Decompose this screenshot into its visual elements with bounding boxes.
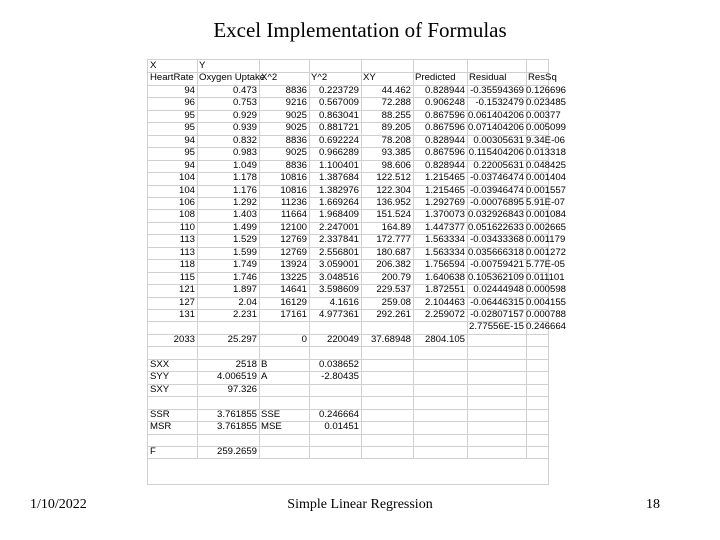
table-cell[interactable] (526, 384, 548, 396)
table-cell[interactable] (309, 60, 361, 72)
table-cell[interactable] (361, 359, 413, 371)
table-cell[interactable]: Oxygen Uptake (199, 72, 266, 84)
table-cell[interactable] (309, 346, 361, 358)
table-cell[interactable] (526, 409, 548, 421)
table-cell[interactable]: 0.011101 (526, 271, 565, 283)
table-cell[interactable]: 0.001272 (526, 246, 567, 258)
table-cell[interactable]: 0.005099 (526, 122, 567, 134)
table-cell[interactable] (259, 434, 309, 446)
table-cell[interactable] (259, 446, 309, 458)
table-cell[interactable]: F (150, 445, 156, 457)
table-cell[interactable]: 0.105362109 (467, 271, 524, 283)
table-cell[interactable]: XY (363, 72, 376, 84)
table-cell[interactable]: -0.35594369 (470, 84, 524, 96)
table-cell[interactable] (197, 396, 259, 408)
table-cell[interactable]: 0.567009 (318, 97, 359, 109)
table-cell[interactable]: 9025 (285, 109, 307, 121)
table-cell[interactable]: SXY (150, 383, 170, 395)
table-cell[interactable]: 0.038652 (318, 358, 359, 370)
table-cell[interactable]: Predicted (415, 72, 456, 84)
table-cell[interactable] (526, 421, 548, 433)
table-cell[interactable]: 96 (184, 97, 195, 109)
table-cell[interactable]: 164.89 (381, 221, 411, 233)
table-cell[interactable]: 1.292769 (424, 196, 465, 208)
table-cell[interactable]: 44.462 (381, 84, 411, 96)
table-cell[interactable]: 12769 (280, 234, 307, 246)
table-cell[interactable]: 259.08 (381, 296, 411, 308)
table-cell[interactable]: 0.939 (232, 122, 257, 134)
table-cell[interactable]: 151.524 (376, 209, 411, 221)
table-cell[interactable]: 10816 (280, 172, 307, 184)
table-cell[interactable]: 0.867596 (424, 147, 465, 159)
table-cell[interactable] (413, 409, 467, 421)
table-cell[interactable]: 1.499 (232, 221, 257, 233)
table-cell[interactable]: 2.556801 (318, 246, 359, 258)
table-cell[interactable] (197, 346, 259, 358)
table-cell[interactable] (526, 346, 548, 358)
table-cell[interactable] (148, 396, 197, 408)
table-cell[interactable]: 292.261 (376, 309, 411, 320)
table-cell[interactable]: 10816 (280, 184, 307, 196)
table-cell[interactable]: 104 (178, 184, 195, 196)
slide-page-number: 18 (646, 497, 660, 512)
slide-footer: Simple Linear Regression (287, 497, 433, 512)
table-cell[interactable]: ResSq (528, 72, 557, 84)
table-cell[interactable]: 97.326 (227, 383, 257, 395)
table-cell[interactable]: 1.640638 (424, 271, 465, 283)
table-cell[interactable]: 118 (179, 259, 195, 271)
table-cell[interactable]: SSR (150, 408, 170, 420)
table-cell[interactable] (413, 359, 467, 371)
table-cell[interactable]: 94 (184, 159, 195, 171)
table-cell[interactable]: 113 (179, 246, 195, 258)
table-cell[interactable]: 2.04 (238, 296, 257, 308)
table-cell[interactable]: 200.79 (381, 271, 411, 283)
table-cell[interactable] (526, 396, 548, 408)
table-cell[interactable]: 122.512 (376, 172, 411, 184)
table-cell[interactable]: 12100 (280, 221, 307, 233)
table-cell[interactable] (361, 60, 413, 72)
table-cell[interactable] (413, 371, 467, 383)
table-cell[interactable] (148, 434, 197, 446)
table-cell[interactable]: 115 (179, 271, 195, 283)
table-cell[interactable]: 1.100401 (318, 159, 359, 171)
table-cell[interactable] (467, 60, 526, 72)
table-cell[interactable] (259, 346, 309, 358)
table-cell[interactable]: 0.828944 (424, 84, 465, 96)
table-cell[interactable]: 1.599 (232, 246, 257, 258)
table-cell[interactable]: 0.000598 (526, 284, 567, 296)
table-cell[interactable]: 94 (184, 134, 195, 146)
table-cell[interactable]: 113 (179, 234, 195, 246)
table-cell[interactable]: 0.126696 (526, 84, 567, 96)
table-cell[interactable]: 13225 (280, 271, 307, 283)
table-cell[interactable] (467, 421, 526, 433)
table-cell[interactable]: -0.1532479 (475, 97, 524, 109)
table-cell[interactable]: MSR (150, 421, 172, 433)
table-cell[interactable]: -0.00759421 (470, 259, 524, 271)
slide-date: 1/10/2022 (30, 497, 87, 512)
table-cell[interactable]: -0.03946474 (470, 184, 524, 196)
table-cell[interactable]: 3.761855 (216, 421, 257, 433)
table-cell[interactable] (413, 346, 467, 358)
table-cell[interactable]: 37.68948 (370, 333, 411, 345)
table-cell[interactable]: 78.208 (381, 134, 411, 146)
table-cell[interactable]: 16129 (280, 296, 307, 308)
spreadsheet (147, 59, 567, 485)
table-cell[interactable] (467, 384, 526, 396)
table-cell[interactable]: 93.385 (381, 147, 411, 159)
table-cell[interactable]: 0.061404206 (467, 109, 524, 121)
table-cell[interactable]: 0.906248 (424, 97, 465, 109)
table-cell[interactable]: 95 (184, 147, 195, 159)
table-cell[interactable]: 136.952 (376, 196, 411, 208)
table-cell[interactable]: 2.247001 (318, 221, 359, 233)
table-cell[interactable]: 229.537 (376, 284, 411, 296)
table-cell[interactable]: 1.049 (232, 159, 257, 171)
table-cell[interactable]: 1.563334 (424, 246, 465, 258)
table-cell[interactable]: 8836 (285, 134, 307, 146)
table-cell[interactable]: 0.983 (232, 147, 257, 159)
table-cell[interactable] (361, 434, 413, 446)
table-cell[interactable]: 0.223729 (318, 84, 359, 96)
table-cell[interactable]: 8836 (285, 159, 307, 171)
table-cell[interactable]: 172.777 (376, 234, 411, 246)
table-cell[interactable]: 1.756594 (424, 259, 465, 271)
table-cell[interactable]: 0.867596 (424, 122, 465, 134)
table-cell[interactable]: 1.669264 (318, 196, 359, 208)
table-cell[interactable] (259, 60, 309, 72)
table-cell[interactable] (526, 359, 548, 371)
table-cell[interactable]: 0.001557 (526, 184, 567, 196)
table-cell[interactable]: 5.91E-07 (526, 196, 565, 208)
table-cell[interactable]: -2.80435 (321, 371, 359, 383)
table-cell[interactable]: 5.77E-05 (526, 259, 565, 271)
table-cell[interactable]: 4.1616 (329, 296, 359, 308)
table-cell[interactable]: X^2 (261, 72, 278, 84)
table-cell[interactable]: B (261, 358, 268, 370)
table-cell[interactable]: Y (199, 60, 206, 71)
table-cell[interactable]: 17161 (280, 309, 307, 320)
table-cell[interactable] (413, 446, 467, 458)
table-cell[interactable]: 259.2659 (216, 445, 257, 457)
table-cell[interactable] (361, 446, 413, 458)
table-cell[interactable]: 110 (179, 221, 195, 233)
table-cell[interactable] (526, 434, 548, 446)
table-cell[interactable]: 220049 (326, 333, 359, 345)
table-cell[interactable] (148, 321, 197, 333)
table-cell[interactable]: 8836 (285, 84, 307, 96)
table-cell[interactable]: 0.051622633 (467, 221, 524, 233)
table-cell[interactable]: 13924 (280, 259, 307, 271)
table-cell[interactable]: 98.606 (381, 159, 411, 171)
table-cell[interactable]: Y^2 (311, 72, 328, 84)
table-cell[interactable]: 0.753 (232, 97, 257, 109)
table-cell[interactable]: 0.828944 (424, 159, 465, 171)
table-cell[interactable]: 0.001404 (526, 172, 567, 184)
table-cell[interactable]: HeartRate (150, 72, 194, 84)
table-cell[interactable]: 88.255 (381, 109, 411, 121)
table-cell[interactable]: -0.03433368 (470, 234, 524, 246)
table-cell[interactable]: -0.00076895 (470, 196, 524, 208)
table-cell[interactable]: 127 (178, 296, 195, 308)
table-cell[interactable] (467, 434, 526, 446)
table-cell[interactable]: 1.176 (232, 184, 257, 196)
table-cell[interactable]: 0.832 (232, 134, 257, 146)
table-cell[interactable]: 2.337841 (318, 234, 359, 246)
table-cell[interactable]: -0.02807157 (470, 309, 524, 320)
table-cell[interactable]: 131 (178, 309, 195, 320)
table-cell[interactable] (361, 371, 413, 383)
table-cell[interactable]: 72.288 (381, 97, 411, 109)
table-cell[interactable]: 180.687 (376, 246, 411, 258)
table-cell[interactable] (197, 434, 259, 446)
table-cell[interactable]: 9025 (285, 147, 307, 159)
table-cell[interactable] (526, 371, 548, 383)
table-cell[interactable]: 2804.105 (424, 333, 465, 345)
table-cell[interactable] (361, 409, 413, 421)
table-cell[interactable]: -0.06446315 (470, 296, 524, 308)
table-cell[interactable]: 2033 (173, 333, 195, 345)
table-cell[interactable]: 1.178 (232, 172, 257, 184)
table-cell[interactable]: 0.246664 (318, 408, 359, 420)
table-cell[interactable]: 0.004155 (526, 296, 567, 308)
table-cell[interactable]: 121 (178, 284, 195, 296)
table-cell[interactable]: 0.246664 (526, 321, 567, 333)
table-cell[interactable]: 0.00305631 (473, 134, 524, 146)
table-cell[interactable] (309, 446, 361, 458)
table-cell[interactable]: 4.006519 (216, 371, 257, 383)
table-cell[interactable]: 0.013318 (526, 147, 567, 159)
table-cell[interactable]: 1.215465 (424, 184, 465, 196)
table-cell[interactable]: 1.403 (232, 209, 257, 221)
table-cell[interactable] (413, 396, 467, 408)
table-cell[interactable]: 0.02444948 (473, 284, 524, 296)
table-cell[interactable]: 1.749 (232, 259, 257, 271)
table-cell[interactable]: 2518 (235, 358, 257, 370)
table-cell[interactable]: 14641 (280, 284, 307, 296)
table-cell[interactable] (197, 321, 259, 333)
table-cell[interactable] (526, 60, 548, 72)
table-cell[interactable] (361, 346, 413, 358)
table-cell[interactable] (361, 321, 413, 333)
table-cell[interactable]: 2.104463 (424, 296, 465, 308)
table-cell[interactable]: 25.297 (227, 333, 257, 345)
table-cell[interactable] (467, 346, 526, 358)
table-cell[interactable]: 1.897 (232, 284, 257, 296)
table-cell[interactable] (361, 384, 413, 396)
table-cell[interactable]: 0.071404206 (467, 122, 524, 134)
table-cell[interactable]: 3.048516 (318, 271, 359, 283)
table-cell[interactable]: 122.304 (376, 184, 411, 196)
table-cell[interactable] (526, 334, 548, 346)
table-cell[interactable]: SSE (261, 408, 281, 420)
table-cell[interactable] (361, 421, 413, 433)
table-cell[interactable]: 0.929 (232, 109, 257, 121)
table-cell[interactable]: 0.032926843 (467, 209, 524, 221)
table-cell[interactable]: 2.259072 (424, 309, 465, 320)
table-cell[interactable] (413, 421, 467, 433)
table-cell[interactable]: 4.977361 (318, 309, 359, 320)
table-cell[interactable]: 0.867596 (424, 109, 465, 121)
table-cell[interactable]: 9.34E-06 (526, 134, 565, 146)
table-cell[interactable]: 1.447377 (424, 221, 465, 233)
table-cell[interactable] (413, 434, 467, 446)
table-cell[interactable] (467, 446, 526, 458)
table-cell[interactable]: 0.001084 (526, 209, 567, 221)
table-cell[interactable] (467, 396, 526, 408)
table-cell[interactable] (413, 384, 467, 396)
table-cell[interactable]: 11236 (281, 196, 307, 208)
table-cell[interactable]: 0.473 (232, 84, 257, 96)
table-cell[interactable]: 12769 (280, 246, 307, 258)
table-cell[interactable]: 0 (301, 333, 307, 345)
table-cell[interactable]: 0.966289 (318, 147, 359, 159)
table-cell[interactable]: 108 (178, 209, 195, 221)
table-cell[interactable] (413, 321, 467, 333)
table-cell[interactable]: 9216 (285, 97, 307, 109)
table-cell[interactable] (309, 384, 361, 396)
table-cell[interactable] (467, 409, 526, 421)
slide-title: Excel Implementation of Formulas (213, 18, 507, 42)
table-cell[interactable]: 0.115404206 (468, 147, 524, 159)
table-cell[interactable]: A (261, 371, 268, 383)
table-cell[interactable]: SXX (150, 358, 170, 370)
table-cell[interactable]: 0.001179 (526, 234, 566, 246)
table-cell[interactable]: 3.598609 (318, 284, 359, 296)
table-cell[interactable]: 2.231 (232, 309, 257, 320)
table-cell[interactable] (526, 446, 548, 458)
table-cell[interactable]: 1.387684 (318, 172, 359, 184)
table-cell[interactable]: X (150, 60, 157, 71)
table-cell[interactable]: 3.059001 (318, 259, 359, 271)
table-cell[interactable]: 1.215465 (424, 172, 465, 184)
table-cell[interactable]: 0.01451 (324, 421, 359, 433)
table-cell[interactable]: 106 (178, 196, 195, 208)
table-cell[interactable]: 0.828944 (424, 134, 465, 146)
grid-line-horizontal (148, 458, 548, 459)
table-cell[interactable]: 1.529 (232, 234, 257, 246)
table-cell[interactable]: 1.563334 (424, 234, 465, 246)
table-cell[interactable]: 1.370073 (424, 209, 465, 221)
table-cell[interactable]: 0.048425 (526, 159, 567, 171)
table-cell[interactable] (259, 384, 309, 396)
table-cell[interactable]: 9025 (285, 122, 307, 134)
table-cell[interactable]: 1.292 (232, 196, 257, 208)
table-cell[interactable]: 95 (184, 109, 195, 121)
table-cell[interactable]: Residual (469, 72, 507, 84)
table-cell[interactable] (467, 359, 526, 371)
table-cell[interactable] (413, 60, 467, 72)
table-cell[interactable]: 0.002665 (526, 221, 567, 233)
table-cell[interactable]: 11664 (281, 209, 307, 221)
table-cell[interactable]: SYY (150, 371, 170, 383)
table-cell[interactable] (309, 396, 361, 408)
table-cell[interactable] (361, 396, 413, 408)
table-cell[interactable]: 1.382976 (318, 184, 359, 196)
table-cell[interactable]: -0.03746474 (470, 172, 524, 184)
table-cell[interactable]: 94 (184, 84, 195, 96)
table-cell[interactable]: 0.881721 (318, 122, 359, 134)
table-cell[interactable] (309, 321, 361, 333)
table-cell[interactable]: 0.863041 (318, 109, 359, 121)
table-cell[interactable] (467, 371, 526, 383)
table-cell[interactable]: 3.761855 (216, 408, 257, 420)
table-cell[interactable]: 206.382 (376, 259, 411, 271)
table-cell[interactable]: 0.22005631 (473, 159, 524, 171)
table-cell[interactable]: 0.035666318 (467, 246, 524, 258)
table-cell[interactable]: 0.000788 (526, 309, 567, 320)
table-cell[interactable]: 1.872551 (424, 284, 465, 296)
table-cell[interactable]: 1.968409 (318, 209, 359, 221)
table-cell[interactable] (259, 321, 309, 333)
table-cell[interactable] (467, 334, 526, 346)
table-cell[interactable]: MSE (261, 421, 282, 433)
table-cell[interactable]: 1.746 (232, 271, 257, 283)
table-cell[interactable]: 104 (178, 172, 195, 184)
table-cell[interactable]: 89.205 (381, 122, 411, 134)
table-cell[interactable] (309, 434, 361, 446)
table-cell[interactable]: 0.692224 (318, 134, 359, 146)
table-cell[interactable] (259, 396, 309, 408)
table-cell[interactable]: 2.77556E-15 (469, 321, 524, 333)
table-cell[interactable] (148, 346, 197, 358)
table-cell[interactable]: 0.023485 (526, 97, 567, 109)
table-cell[interactable]: 0.00377 (526, 109, 561, 121)
table-cell[interactable]: 95 (184, 122, 195, 134)
